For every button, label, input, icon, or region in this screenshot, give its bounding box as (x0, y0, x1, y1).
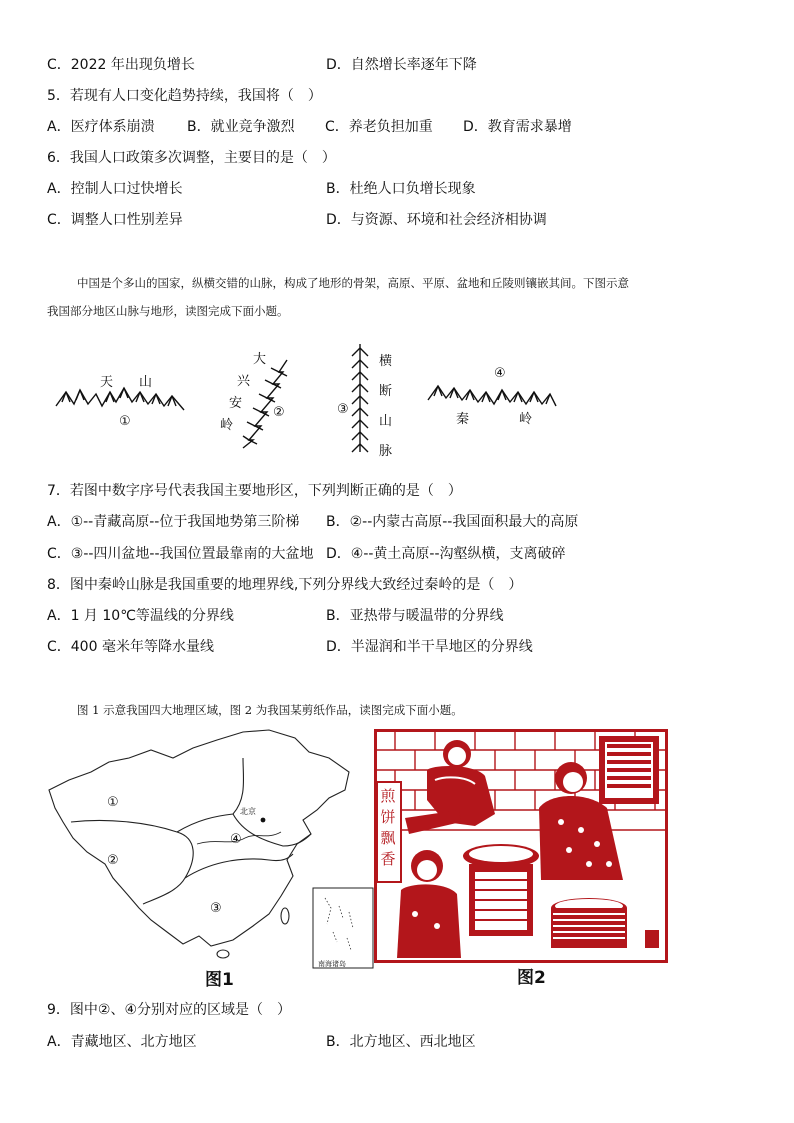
beijing-label: 北京 (240, 807, 256, 816)
qinling-label-1: 秦 (456, 412, 470, 427)
hengduan-label-2: 断 (379, 384, 393, 399)
china-region-map (47, 728, 377, 973)
q7-option-d: D．④--黄土高原--沟壑纵横，支离破碎 (326, 546, 566, 562)
region-1-label: ① (107, 795, 119, 810)
landform-marker-1: ① (119, 414, 131, 429)
q6-stem: 6．我国人口政策多次调整，主要目的是（ ） (47, 150, 336, 166)
q4-option-c: C．2022 年出现负增长 (47, 57, 195, 73)
q8-option-d: D．半湿润和半干旱地区的分界线 (326, 639, 533, 655)
q6-option-b: B．杜绝人口负增长现象 (326, 181, 476, 197)
figure-1-caption: 图1 (205, 970, 234, 990)
inset-label: 南海诸岛 (318, 960, 346, 968)
landform-marker-4: ④ (494, 366, 506, 381)
q8-option-b: B．亚热带与暖温带的分界线 (326, 608, 504, 624)
hengduan-label-4: 脉 (379, 444, 393, 459)
hengduan-label-1: 横 (379, 354, 393, 369)
q6-option-c: C．调整人口性别差异 (47, 212, 183, 228)
dxa-label-4: 岭 (220, 418, 234, 433)
dxa-label-2: 兴 (237, 374, 251, 389)
qinling-label-2: 岭 (519, 412, 533, 427)
hengduan-ridge (349, 342, 371, 454)
intro2-line1: 图 1 示意我国四大地理区域，图 2 为我国某剪纸作品，读图完成下面小题。 (77, 703, 463, 717)
q9-stem: 9．图中②、④分别对应的区域是（ ） (47, 1002, 292, 1018)
q8-option-c: C．400 毫米年等降水量线 (47, 639, 214, 655)
q7-option-c: C．③--四川盆地--我国位置最靠南的大盆地 (47, 546, 314, 562)
dxa-label-3: 安 (229, 396, 243, 411)
qinling-ridge (428, 378, 558, 410)
q5-option-c: C．养老负担加重 (325, 119, 433, 135)
tianshan-ridge (56, 380, 186, 412)
landform-marker-2: ② (273, 405, 285, 420)
q7-stem: 7．若图中数字序号代表我国主要地形区，下列判断正确的是（ ） (47, 483, 462, 499)
landform-marker-3: ③ (337, 402, 349, 417)
hengduan-label-3: 山 (379, 414, 393, 429)
papercut-poem: 煎饼飘香 (380, 787, 396, 868)
q5-option-b: B．就业竞争激烈 (187, 119, 295, 135)
papercut-artwork (375, 730, 667, 962)
q4-option-d: D．自然增长率逐年下降 (326, 57, 477, 73)
q5-stem: 5．若现有人口变化趋势持续，我国将（ ） (47, 88, 322, 104)
q5-option-a: A．医疗体系崩溃 (47, 119, 155, 135)
region-3-label: ③ (210, 901, 222, 916)
q9-option-a: A．青藏地区、北方地区 (47, 1034, 197, 1050)
figure-2-caption: 图2 (517, 968, 546, 988)
intro1-line1: 中国是个多山的国家，纵横交错的山脉，构成了地形的骨架，高原、平原、盆地和丘陵则镶嵌其间。下图示意 (77, 276, 629, 290)
q7-option-b: B．②--内蒙古高原--我国面积最大的高原 (326, 514, 579, 530)
tianshan-label-2: 山 (139, 375, 153, 390)
q9-option-b: B．北方地区、西北地区 (326, 1034, 476, 1050)
tianshan-label-1: 天 (100, 375, 114, 390)
dxa-label-1: 大 (253, 352, 267, 367)
q6-option-d: D．与资源、环境和社会经济相协调 (326, 212, 547, 228)
q6-option-a: A．控制人口过快增长 (47, 181, 183, 197)
q7-option-a: A．①--青藏高原--位于我国地势第三阶梯 (47, 514, 300, 530)
q5-option-d: D．教育需求暴增 (463, 119, 572, 135)
region-4-label: ④ (230, 832, 242, 847)
region-2-label: ② (107, 853, 119, 868)
intro1-line2: 我国部分地区山脉与地形，读图完成下面小题。 (47, 304, 289, 318)
q8-option-a: A．1 月 10℃等温线的分界线 (47, 608, 234, 624)
q8-stem: 8．图中秦岭山脉是我国重要的地理界线,下列分界线大致经过秦岭的是（ ） (47, 577, 523, 593)
